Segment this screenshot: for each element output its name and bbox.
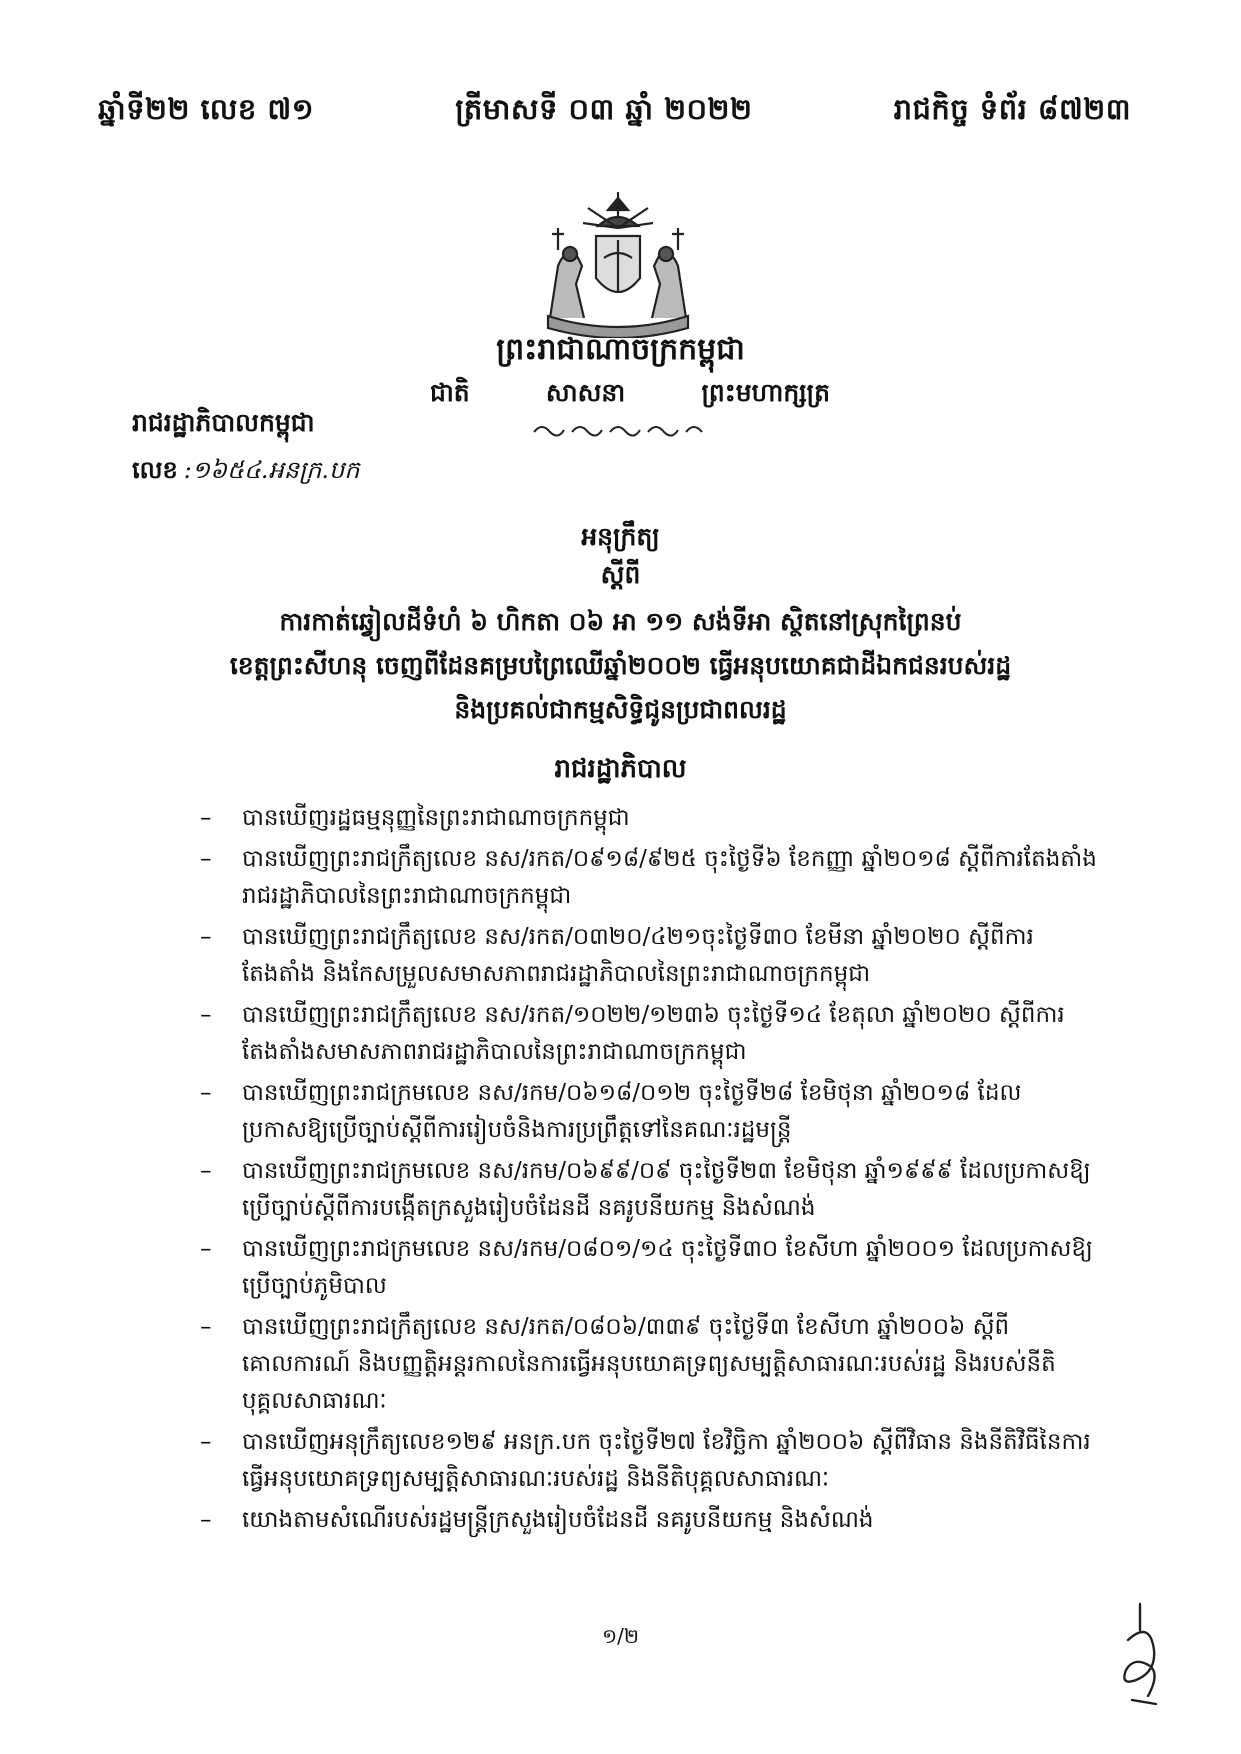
subject-line: ការកាត់ឆ្វៀលដីទំហំ ៦ ហិកតា ០៦ អា ១១ សង់ទីអា ស្ថិតនៅស្រុកព្រៃនប់	[279, 607, 962, 636]
document-number	[132, 455, 360, 490]
gazette-page: រាជកិច្ច ទំព័រ ៨៧២៣	[893, 92, 1131, 126]
recital-item: – បានឃើញរដ្ឋធម្មនុញ្ញនៃព្រះរាជាណាចក្រកម្ពុជា	[200, 805, 630, 831]
ornament-divider	[530, 420, 710, 445]
national-motto	[430, 378, 830, 414]
document-about: ស្តីពី	[600, 560, 641, 589]
recital-item: – បានឃើញព្រះរាជក្រមលេខ នស/រកម/០៦៩៩/០៩ ចុះថ្ងៃទី២៣ ខែមិថុនា ឆ្នាំ១៩៩៩ ដែលប្រកាសឱ្យប្រើច្បាប់ស្តីពីការបង្កើតក្រសួងរៀបចំដែនដី នគរូបនីយកម្ម និងសំណង់	[200, 1158, 1091, 1221]
motto-religion: សាសនា	[545, 378, 626, 407]
recitals-list	[200, 800, 1105, 1543]
handwritten-signature-icon	[1110, 1600, 1170, 1710]
recital-item: – បានឃើញព្រះរាជក្រឹត្យលេខ នស/រកត/១០២២/១២៣៦ ចុះថ្ងៃទី១៤ ខែតុលា ឆ្នាំ២០២០ ស្តីពីការតែងតាំងសមាសភាពរាជរដ្ឋាភិបាលនៃព្រះរាជាណាចក្រកម្ពុជា	[200, 1002, 1065, 1065]
document-type: អនុក្រឹត្យ	[581, 522, 660, 551]
motto-nation: ជាតិ	[430, 378, 470, 407]
recital-item: – បានឃើញព្រះរាជក្រឹត្យលេខ នស/រកត/០៨០៦/៣៣៩ ចុះថ្ងៃទី៣ ខែសីហា ឆ្នាំ២០០៦ ស្តីពីគោលការណ៍ និងបញ្ញត្តិអន្តរកាលនៃការធ្វើអនុបយោគទ្រព្យសម្បត្តិសាធារណៈរបស់រដ្ឋ និងរបស់នីតិបុគ្គលសាធារណៈ	[200, 1314, 1056, 1414]
page-number: ១/២	[601, 1624, 639, 1648]
recital-item: – បានឃើញព្រះរាជក្រឹត្យលេខ នស/រកត/០៣២០/៤២១ចុះថ្ងៃទី៣០ ខែមីនា ឆ្នាំ២០២០ ស្តីពីការតែងតាំង និងកែសម្រួលសមាសភាពរាជរដ្ឋាភិបាលនៃព្រះរាជាណាចក្រកម្ពុជា	[200, 924, 1034, 987]
royal-coat-of-arms-icon	[528, 188, 708, 338]
subject-line: ខេត្តព្រះសីហនុ ចេញពីដែនគម្របព្រៃឈើឆ្នាំ២០០២ ធ្វើអនុបយោគជាដីឯកជនរបស់រដ្ឋ	[229, 651, 1012, 680]
kingdom-title: ព្រះរាជាណាចក្រកម្ពុជា	[496, 332, 745, 367]
recital-item: – បានឃើញព្រះរាជក្រមលេខ នស/រកម/០៨០១/១៤ ចុះថ្ងៃទី៣០ ខែសីហា ឆ្នាំ២០០១ ដែលប្រកាសឱ្យប្រើច្បាប់ភូមិបាល	[200, 1236, 1093, 1299]
recital-item: – បានឃើញព្រះរាជក្រមលេខ នស/រកម/០៦១៨/០១២ ចុះថ្ងៃទី២៨ ខែមិថុនា ឆ្នាំ២០១៨ ដែលប្រកាសឱ្យប្រើច្បាប់ស្តីពីការរៀបចំនិងការប្រព្រឹត្តទៅនៃគណៈរដ្ឋមន្ត្រី	[200, 1080, 1022, 1143]
recital-item: – បានឃើញអនុក្រឹត្យលេខ១២៩ អនក្រ.បក ចុះថ្ងៃទី២៧ ខែវិច្ឆិកា ឆ្នាំ២០០៦ ស្តីពីវិធាន និងនីតិវិធីនៃការធ្វើអនុបយោគទ្រព្យសម្បត្តិសាធារណៈរបស់រដ្ឋ និងនីតិបុគ្គលសាធារណៈ	[200, 1429, 1091, 1492]
issuing-authority: រាជរដ្ឋាភិបាលកម្ពុជា	[132, 408, 315, 437]
document-subject	[120, 600, 1121, 732]
gazette-header	[98, 92, 1131, 134]
motto-king: ព្រះមហាក្សត្រ	[701, 378, 830, 407]
document-number-label: លេខ	[132, 456, 178, 484]
subject-line: និងប្រគល់ជាកម្មសិទ្ធិជូនប្រជាពលរដ្ឋ	[454, 695, 787, 724]
government-heading: រាជរដ្ឋាភិបាល	[554, 754, 687, 784]
document-number-value: :១៦៥៤.អនក្រ.បក	[183, 456, 360, 484]
recital-item: – យោងតាមសំណើរបស់រដ្ឋមន្ត្រីក្រសួងរៀបចំដែនដី នគរូបនីយកម្ម និងសំណង់	[200, 1507, 874, 1533]
gazette-quarter: ត្រីមាសទី ០៣ ឆ្នាំ ២០២២	[455, 92, 753, 126]
gazette-issue: ឆ្នាំទី២២ លេខ ៧១	[98, 92, 315, 126]
recital-item: – បានឃើញព្រះរាជក្រឹត្យលេខ នស/រកត/០៩១៨/៩២៥ ចុះថ្ងៃទី៦ ខែកញ្ញា ឆ្នាំ២០១៨ ស្តីពីការតែងតាំងរាជរដ្ឋាភិបាលនៃព្រះរាជាណាចក្រកម្ពុជា	[200, 846, 1097, 909]
